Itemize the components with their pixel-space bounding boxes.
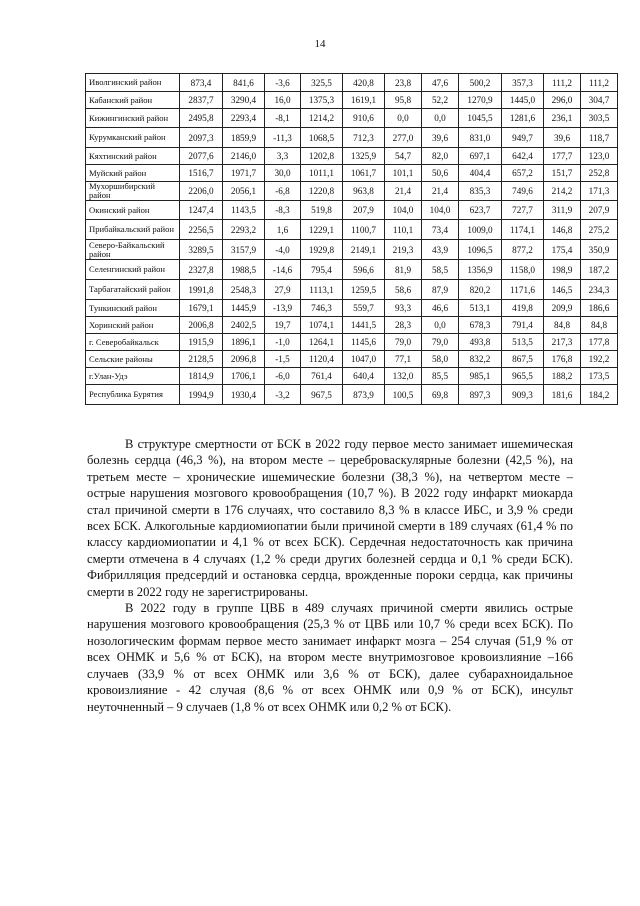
table-cell: 325,5 — [301, 74, 343, 92]
table-cell: 1814,9 — [180, 368, 223, 385]
table-cell: 493,8 — [459, 334, 502, 351]
paragraph-cvd-acute: В 2022 году в группе ЦВБ в 489 случаях причиной смерти явились острые нарушения мозгового кровообращения (25,3 % от ЦВБ или 10,7 % среди всех БСК). По нозологическим формам первое место занимает инфаркт мозга – 254 случая (51,9 % от всех ОНМК и 5,6 % от БСК), на втором месте внутримозговое кровоизлияние –166 случаев (33,9 % от всех ОНМК или 3,6 % от БСК), далее субарахноидальное кровоизлияние - 42 случая (8,6 % от всех ОНМК или 0,9 % от БСК), инсульт неуточненный – 9 случаев (1,8 % от всех ОНМК или 0,2 % от БСК). — [87, 601, 573, 714]
table-row — [86, 201, 618, 220]
table-cell: 1619,1 — [343, 92, 385, 109]
table-cell: 596,6 — [343, 260, 385, 280]
table-cell: 867,5 — [502, 351, 544, 368]
table-cell: 795,4 — [301, 260, 343, 280]
table-cell: 949,7 — [502, 128, 544, 148]
table-cell: 54,7 — [385, 148, 422, 165]
table-cell: 2206,0 — [180, 182, 223, 201]
table-cell: 16,0 — [265, 92, 301, 109]
table-cell: 146,8 — [544, 220, 581, 240]
table-cell: 21,4 — [385, 182, 422, 201]
table-cell: 21,4 — [422, 182, 459, 201]
table-cell: 1120,4 — [301, 351, 343, 368]
table-cell: 513,1 — [459, 300, 502, 317]
table-cell: 2548,3 — [223, 280, 265, 300]
table-cell: 1281,6 — [502, 109, 544, 128]
table-cell: 1859,9 — [223, 128, 265, 148]
table-cell: 2096,8 — [223, 351, 265, 368]
table-cell: 3290,4 — [223, 92, 265, 109]
table-cell: 100,5 — [385, 385, 422, 405]
table-cell: 84,8 — [544, 317, 581, 334]
table-cell: 303,5 — [581, 109, 618, 128]
table-cell: 1214,2 — [301, 109, 343, 128]
row-label: Окинский район — [86, 201, 180, 220]
table-row — [86, 74, 618, 92]
table-cell: -14,6 — [265, 260, 301, 280]
table-cell: 727,7 — [502, 201, 544, 220]
table-row — [86, 220, 618, 240]
table-cell: 52,2 — [422, 92, 459, 109]
table-cell: 1047,0 — [343, 351, 385, 368]
table-cell: 2327,8 — [180, 260, 223, 280]
table-cell: 1074,1 — [301, 317, 343, 334]
table-cell: 47,6 — [422, 74, 459, 92]
row-label: г.Улан-Удэ — [86, 368, 180, 385]
table-cell: 873,9 — [343, 385, 385, 405]
table-cell: 73,4 — [422, 220, 459, 240]
row-label: Курумканский район — [86, 128, 180, 148]
table-cell: 420,8 — [343, 74, 385, 92]
table-cell: 3289,5 — [180, 240, 223, 260]
row-label: Муйский район — [86, 165, 180, 182]
table-cell: 831,0 — [459, 128, 502, 148]
table-cell: 23,8 — [385, 74, 422, 92]
table-cell: 1247,4 — [180, 201, 223, 220]
table-cell: 513,5 — [502, 334, 544, 351]
table-cell: 151,7 — [544, 165, 581, 182]
table-cell: 2837,7 — [180, 92, 223, 109]
table-cell: 28,3 — [385, 317, 422, 334]
table-cell: 207,9 — [581, 201, 618, 220]
table-cell: 350,9 — [581, 240, 618, 260]
table-cell: 173,5 — [581, 368, 618, 385]
table-row — [86, 300, 618, 317]
table-cell: 39,6 — [422, 128, 459, 148]
row-label: Кабанский район — [86, 92, 180, 109]
table-cell: 93,3 — [385, 300, 422, 317]
table-cell: 623,7 — [459, 201, 502, 220]
table-cell: 104,0 — [385, 201, 422, 220]
table-cell: 19,7 — [265, 317, 301, 334]
table-cell: 3,3 — [265, 148, 301, 165]
table-cell: 275,2 — [581, 220, 618, 240]
table-row — [86, 128, 618, 148]
table-cell: 1994,9 — [180, 385, 223, 405]
table-cell: 3157,9 — [223, 240, 265, 260]
body-text — [87, 436, 573, 715]
table-cell: 2146,0 — [223, 148, 265, 165]
table-cell: 50,6 — [422, 165, 459, 182]
table-cell: 118,7 — [581, 128, 618, 148]
table-cell: 110,1 — [385, 220, 422, 240]
table-row — [86, 368, 618, 385]
table-cell: 252,8 — [581, 165, 618, 182]
table-cell: 58,0 — [422, 351, 459, 368]
table-cell: 697,1 — [459, 148, 502, 165]
table-cell: 43,9 — [422, 240, 459, 260]
table-row — [86, 334, 618, 351]
table-cell: 236,1 — [544, 109, 581, 128]
table-cell: -8,3 — [265, 201, 301, 220]
table-cell: 277,0 — [385, 128, 422, 148]
table-row — [86, 260, 618, 280]
table-cell: 749,6 — [502, 182, 544, 201]
table-cell: -6,8 — [265, 182, 301, 201]
table-cell: 82,0 — [422, 148, 459, 165]
table-cell: 146,5 — [544, 280, 581, 300]
table-cell: 207,9 — [343, 201, 385, 220]
table-cell: 761,4 — [301, 368, 343, 385]
table-body — [86, 74, 618, 405]
table-cell: 79,0 — [385, 334, 422, 351]
table-cell: 1445,9 — [223, 300, 265, 317]
table-cell: -13,9 — [265, 300, 301, 317]
table-cell: 419,8 — [502, 300, 544, 317]
row-label: Сельские районы — [86, 351, 180, 368]
table-cell: 1100,7 — [343, 220, 385, 240]
table-cell: -8,1 — [265, 109, 301, 128]
table-cell: -6,0 — [265, 368, 301, 385]
table-row — [86, 240, 618, 260]
table-cell: 81,9 — [385, 260, 422, 280]
table-cell: 1,6 — [265, 220, 301, 240]
row-label: Кяхтинский район — [86, 148, 180, 165]
mortality-table — [85, 73, 618, 405]
table-cell: 58,6 — [385, 280, 422, 300]
table-cell: 111,2 — [544, 74, 581, 92]
table-cell: -4,0 — [265, 240, 301, 260]
table-cell: 1325,9 — [343, 148, 385, 165]
table-cell: 1011,1 — [301, 165, 343, 182]
table-cell: 1061,7 — [343, 165, 385, 182]
table-cell: 1171,6 — [502, 280, 544, 300]
table-cell: 1896,1 — [223, 334, 265, 351]
row-label: Прибайкальский район — [86, 220, 180, 240]
table-cell: 1991,8 — [180, 280, 223, 300]
table-cell: -11,3 — [265, 128, 301, 148]
table-cell: 2006,8 — [180, 317, 223, 334]
table-cell: 2495,8 — [180, 109, 223, 128]
table-cell: 77,1 — [385, 351, 422, 368]
table-cell: 559,7 — [343, 300, 385, 317]
table-cell: 84,8 — [581, 317, 618, 334]
table-cell: 963,8 — [343, 182, 385, 201]
table-cell: 132,0 — [385, 368, 422, 385]
table-cell: 79,0 — [422, 334, 459, 351]
table-cell: 965,5 — [502, 368, 544, 385]
table-cell: 2402,5 — [223, 317, 265, 334]
table-cell: 0,0 — [422, 317, 459, 334]
table-cell: 642,4 — [502, 148, 544, 165]
table-cell: 873,4 — [180, 74, 223, 92]
table-cell: 304,7 — [581, 92, 618, 109]
table-cell: 2077,6 — [180, 148, 223, 165]
table-cell: 198,9 — [544, 260, 581, 280]
table-cell: 678,3 — [459, 317, 502, 334]
table-cell: 177,8 — [581, 334, 618, 351]
row-label: Селенгинский район — [86, 260, 180, 280]
table-cell: 1220,8 — [301, 182, 343, 201]
table-cell: 87,9 — [422, 280, 459, 300]
table-cell: 209,9 — [544, 300, 581, 317]
table-cell: 1988,5 — [223, 260, 265, 280]
table-cell: 1145,6 — [343, 334, 385, 351]
table-cell: 2149,1 — [343, 240, 385, 260]
table-row — [86, 165, 618, 182]
table-cell: -1,5 — [265, 351, 301, 368]
table-cell: 1229,1 — [301, 220, 343, 240]
table-cell: 2293,2 — [223, 220, 265, 240]
row-label: Хоринский район — [86, 317, 180, 334]
table-cell: 1930,4 — [223, 385, 265, 405]
table-row — [86, 385, 618, 405]
table-cell: 841,6 — [223, 74, 265, 92]
table-cell: 1113,1 — [301, 280, 343, 300]
row-label: Кижингинский район — [86, 109, 180, 128]
table-cell: 1445,0 — [502, 92, 544, 109]
table-cell: 95,8 — [385, 92, 422, 109]
table-cell: 192,2 — [581, 351, 618, 368]
table-cell: 123,0 — [581, 148, 618, 165]
table-row — [86, 280, 618, 300]
table-cell: 1174,1 — [502, 220, 544, 240]
table-cell: 712,3 — [343, 128, 385, 148]
table-cell: 1096,5 — [459, 240, 502, 260]
table-cell: 85,5 — [422, 368, 459, 385]
table-cell: 1679,1 — [180, 300, 223, 317]
table-row — [86, 317, 618, 334]
table-cell: 2056,1 — [223, 182, 265, 201]
table-cell: 1971,7 — [223, 165, 265, 182]
table-row — [86, 182, 618, 201]
table-cell: 746,3 — [301, 300, 343, 317]
table-cell: 186,6 — [581, 300, 618, 317]
table-row — [86, 92, 618, 109]
table-cell: 835,3 — [459, 182, 502, 201]
table-cell: 1706,1 — [223, 368, 265, 385]
row-label: Республика Бурятия — [86, 385, 180, 405]
row-label: Мухоршибирский район — [86, 182, 180, 201]
row-label: г. Северобайкальск — [86, 334, 180, 351]
table-row — [86, 148, 618, 165]
table-cell: 0,0 — [385, 109, 422, 128]
row-label: Северо-Байкальский район — [86, 240, 180, 260]
table-cell: 30,0 — [265, 165, 301, 182]
table-cell: 910,6 — [343, 109, 385, 128]
table-cell: 1264,1 — [301, 334, 343, 351]
table-cell: 1143,5 — [223, 201, 265, 220]
table-cell: 820,2 — [459, 280, 502, 300]
page-number: 14 — [314, 38, 326, 50]
table-row — [86, 109, 618, 128]
table-cell: 58,5 — [422, 260, 459, 280]
row-label: Тункинский район — [86, 300, 180, 317]
table-cell: 657,2 — [502, 165, 544, 182]
table-cell: 234,3 — [581, 280, 618, 300]
table-cell: 0,0 — [422, 109, 459, 128]
table-cell: 832,2 — [459, 351, 502, 368]
table-cell: 877,2 — [502, 240, 544, 260]
table-cell: 46,6 — [422, 300, 459, 317]
table-cell: 1375,3 — [301, 92, 343, 109]
table-cell: 1441,5 — [343, 317, 385, 334]
table-cell: 181,6 — [544, 385, 581, 405]
table-cell: 311,9 — [544, 201, 581, 220]
table-cell: 2293,4 — [223, 109, 265, 128]
table-cell: 1516,7 — [180, 165, 223, 182]
table-cell: 111,2 — [581, 74, 618, 92]
table-cell: 640,4 — [343, 368, 385, 385]
table-cell: 2128,5 — [180, 351, 223, 368]
table-cell: 1270,9 — [459, 92, 502, 109]
table-cell: 69,8 — [422, 385, 459, 405]
row-label: Тарбагатайский район — [86, 280, 180, 300]
table-cell: 1259,5 — [343, 280, 385, 300]
paragraph-bsk-structure: В структуре смертности от БСК в 2022 году первое место занимает ишемическая болезнь сердца (46,3 %), на втором месте – цереброваскулярные болезни (42,5 %), на третьем месте – хронические ишемические болезни (38,3 %), на четвертом месте – острые нарушения мозгового кровообращения (10,7 %). В 2022 году инфаркт миокарда стал причиной смерти в 176 случаях, что составило 8,3 % в классе ИБС, и 3,9 % среди всех БСК. Алкогольные кардиомиопатии были причиной смерти в 189 случаях (61,4 % по классу кардиомиопатии и 4,1 % от всех БСК). Сердечная недостаточность как причина смерти отмечена в 4 случаях (1,2 % среди других болезней сердца и 0,1 % среди БСК). Фибрилляция предсердий и остановка сердца, врожденные пороки сердца, как причины смерти в 2022 году не зарегистрированы. — [87, 437, 573, 599]
table-cell: 171,3 — [581, 182, 618, 201]
table-cell: 357,3 — [502, 74, 544, 92]
table-cell: -1,0 — [265, 334, 301, 351]
table-cell: 177,7 — [544, 148, 581, 165]
table-cell: 219,3 — [385, 240, 422, 260]
table-cell: 176,8 — [544, 351, 581, 368]
table-cell: 27,9 — [265, 280, 301, 300]
table-cell: 519,8 — [301, 201, 343, 220]
table-cell: 187,2 — [581, 260, 618, 280]
table-cell: 39,6 — [544, 128, 581, 148]
table-cell: 791,4 — [502, 317, 544, 334]
table-cell: 967,5 — [301, 385, 343, 405]
table-cell: 217,3 — [544, 334, 581, 351]
table-row — [86, 351, 618, 368]
table-cell: 1929,8 — [301, 240, 343, 260]
table-cell: 500,2 — [459, 74, 502, 92]
table-cell: 1068,5 — [301, 128, 343, 148]
table-cell: 404,4 — [459, 165, 502, 182]
table-cell: 2256,5 — [180, 220, 223, 240]
table-cell: 897,3 — [459, 385, 502, 405]
table-cell: 1045,5 — [459, 109, 502, 128]
table-cell: 1158,0 — [502, 260, 544, 280]
table-cell: -3,6 — [265, 74, 301, 92]
table-cell: 1915,9 — [180, 334, 223, 351]
table-cell: 296,0 — [544, 92, 581, 109]
row-label: Иволгинский район — [86, 74, 180, 92]
table-cell: -3,2 — [265, 385, 301, 405]
table-cell: 184,2 — [581, 385, 618, 405]
table-cell: 214,2 — [544, 182, 581, 201]
table-cell: 101,1 — [385, 165, 422, 182]
table-cell: 188,2 — [544, 368, 581, 385]
table-cell: 104,0 — [422, 201, 459, 220]
table-cell: 175,4 — [544, 240, 581, 260]
table-cell: 1202,8 — [301, 148, 343, 165]
table-cell: 1009,0 — [459, 220, 502, 240]
table-cell: 985,1 — [459, 368, 502, 385]
table-cell: 2097,3 — [180, 128, 223, 148]
table-cell: 1356,9 — [459, 260, 502, 280]
table-cell: 909,3 — [502, 385, 544, 405]
